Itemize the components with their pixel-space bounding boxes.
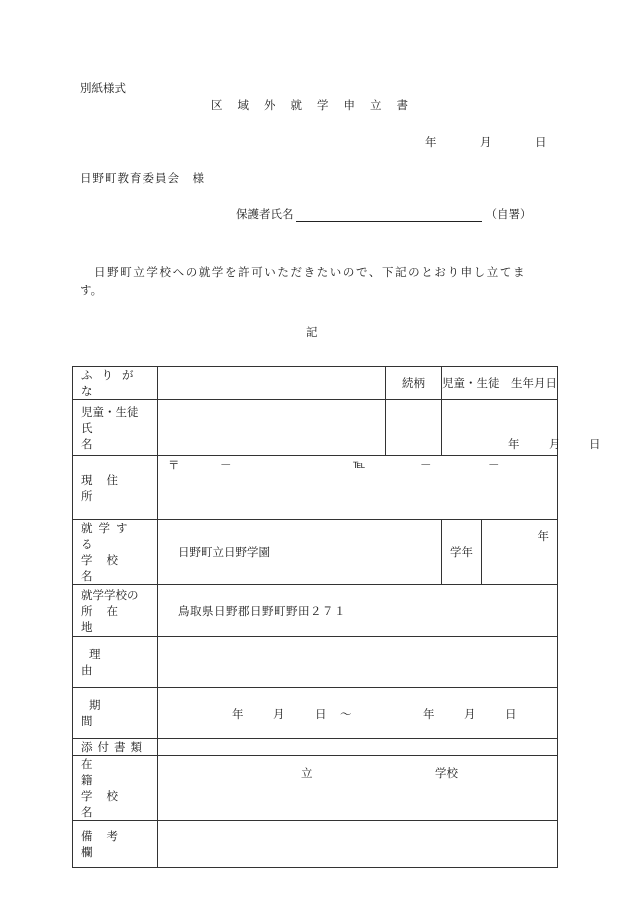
address-label-cell [73, 456, 158, 520]
period-start-month: 月 [273, 707, 285, 721]
remarks-label-cell [73, 821, 158, 868]
attachments-label-cell [73, 739, 158, 756]
period-tilde: ～ [340, 707, 352, 721]
phone-dash-1: － [420, 458, 432, 472]
school-name-value: 日野町立日野学園 [178, 545, 270, 559]
period-label-cell [73, 688, 158, 739]
postal-dash: － [220, 458, 232, 472]
attachments-label: 添付書類 [81, 740, 147, 754]
period-start-year: 年 [232, 707, 244, 721]
birth-date-label: 児童・生徒 生年月日 [442, 367, 558, 400]
furigana-label: ふりがな [81, 368, 143, 398]
school-name-field[interactable] [158, 520, 442, 585]
relation-field[interactable] [386, 400, 442, 456]
grade-unit: 年 [537, 529, 549, 543]
postal-mark: 〒 [168, 458, 180, 472]
grade-field[interactable] [482, 520, 558, 585]
enrolled-school-label-1: 在籍 [81, 757, 139, 787]
birth-day-label: 日 [589, 437, 601, 451]
furigana-label-cell [73, 367, 158, 400]
birth-year-label: 年 [508, 437, 520, 451]
enrolled-gakko: 学校 [435, 766, 458, 780]
phone-dash-2: － [488, 458, 500, 472]
birth-month-label: 月 [549, 437, 561, 451]
period-end-month: 月 [464, 707, 476, 721]
school-address-label-1: 就学学校の [81, 587, 139, 602]
furigana-field[interactable] [158, 367, 386, 400]
remarks-label: 備考欄 [81, 829, 132, 859]
child-name-label-1: 児童・生徒 [81, 404, 139, 419]
period-end-day: 日 [505, 707, 517, 721]
child-name-field[interactable] [158, 400, 386, 456]
period-field[interactable] [158, 688, 558, 739]
self-sign-label: （自署） [485, 207, 532, 221]
remarks-field[interactable] [158, 821, 558, 868]
body-text-line-2: す。 [80, 283, 103, 297]
school-label-1: 就学する [81, 521, 134, 551]
reason-label-cell [73, 637, 158, 688]
guardian-name-row [236, 206, 532, 222]
enrolled-school-label-cell [73, 756, 158, 821]
attachments-field[interactable] [158, 739, 558, 756]
child-name-label-2: 氏名 [81, 420, 143, 451]
school-label-2: 学校名 [81, 553, 132, 583]
school-address-field[interactable] [158, 585, 558, 637]
application-table [72, 366, 601, 868]
school-address-value: 鳥取県日野郡日野町野田２７１ [178, 603, 346, 618]
form-type-label: 別紙様式 [80, 81, 126, 95]
ki-label: 記 [306, 325, 318, 339]
address-field[interactable] [158, 456, 558, 520]
school-address-label-cell [73, 585, 158, 637]
date-day-label: 日 [535, 135, 547, 149]
enrolled-school-label-2: 学校名 [81, 789, 132, 819]
reason-label: 理由 [81, 647, 129, 677]
birth-date-field[interactable] [442, 400, 601, 456]
period-label: 期間 [81, 698, 129, 728]
child-name-label-cell [73, 400, 158, 456]
phone-icon: ℡ [353, 457, 366, 471]
address-label: 現住所 [81, 472, 132, 503]
enrolled-ritsu: 立 [301, 766, 313, 780]
school-address-label-2: 所在地 [81, 603, 132, 634]
page-title: 区域外就学申立書 [211, 98, 423, 112]
relation-label: 続柄 [386, 367, 442, 400]
grade-label: 学年 [442, 520, 482, 585]
date-month-label: 月 [480, 135, 492, 149]
guardian-name-field[interactable] [296, 207, 482, 222]
body-text-line-1: 日野町立学校への就学を許可いただきたいので、下記のとおり申し立てま [94, 265, 527, 279]
guardian-name-label: 保護者氏名 [236, 207, 294, 221]
addressee: 日野町教育委員会 様 [80, 171, 205, 185]
period-start-day: 日 [315, 707, 327, 721]
date-year-label: 年 [425, 135, 437, 149]
period-end-year: 年 [423, 707, 435, 721]
school-label-cell [73, 520, 158, 585]
enrolled-school-field[interactable] [158, 756, 558, 821]
reason-field[interactable] [158, 637, 558, 688]
